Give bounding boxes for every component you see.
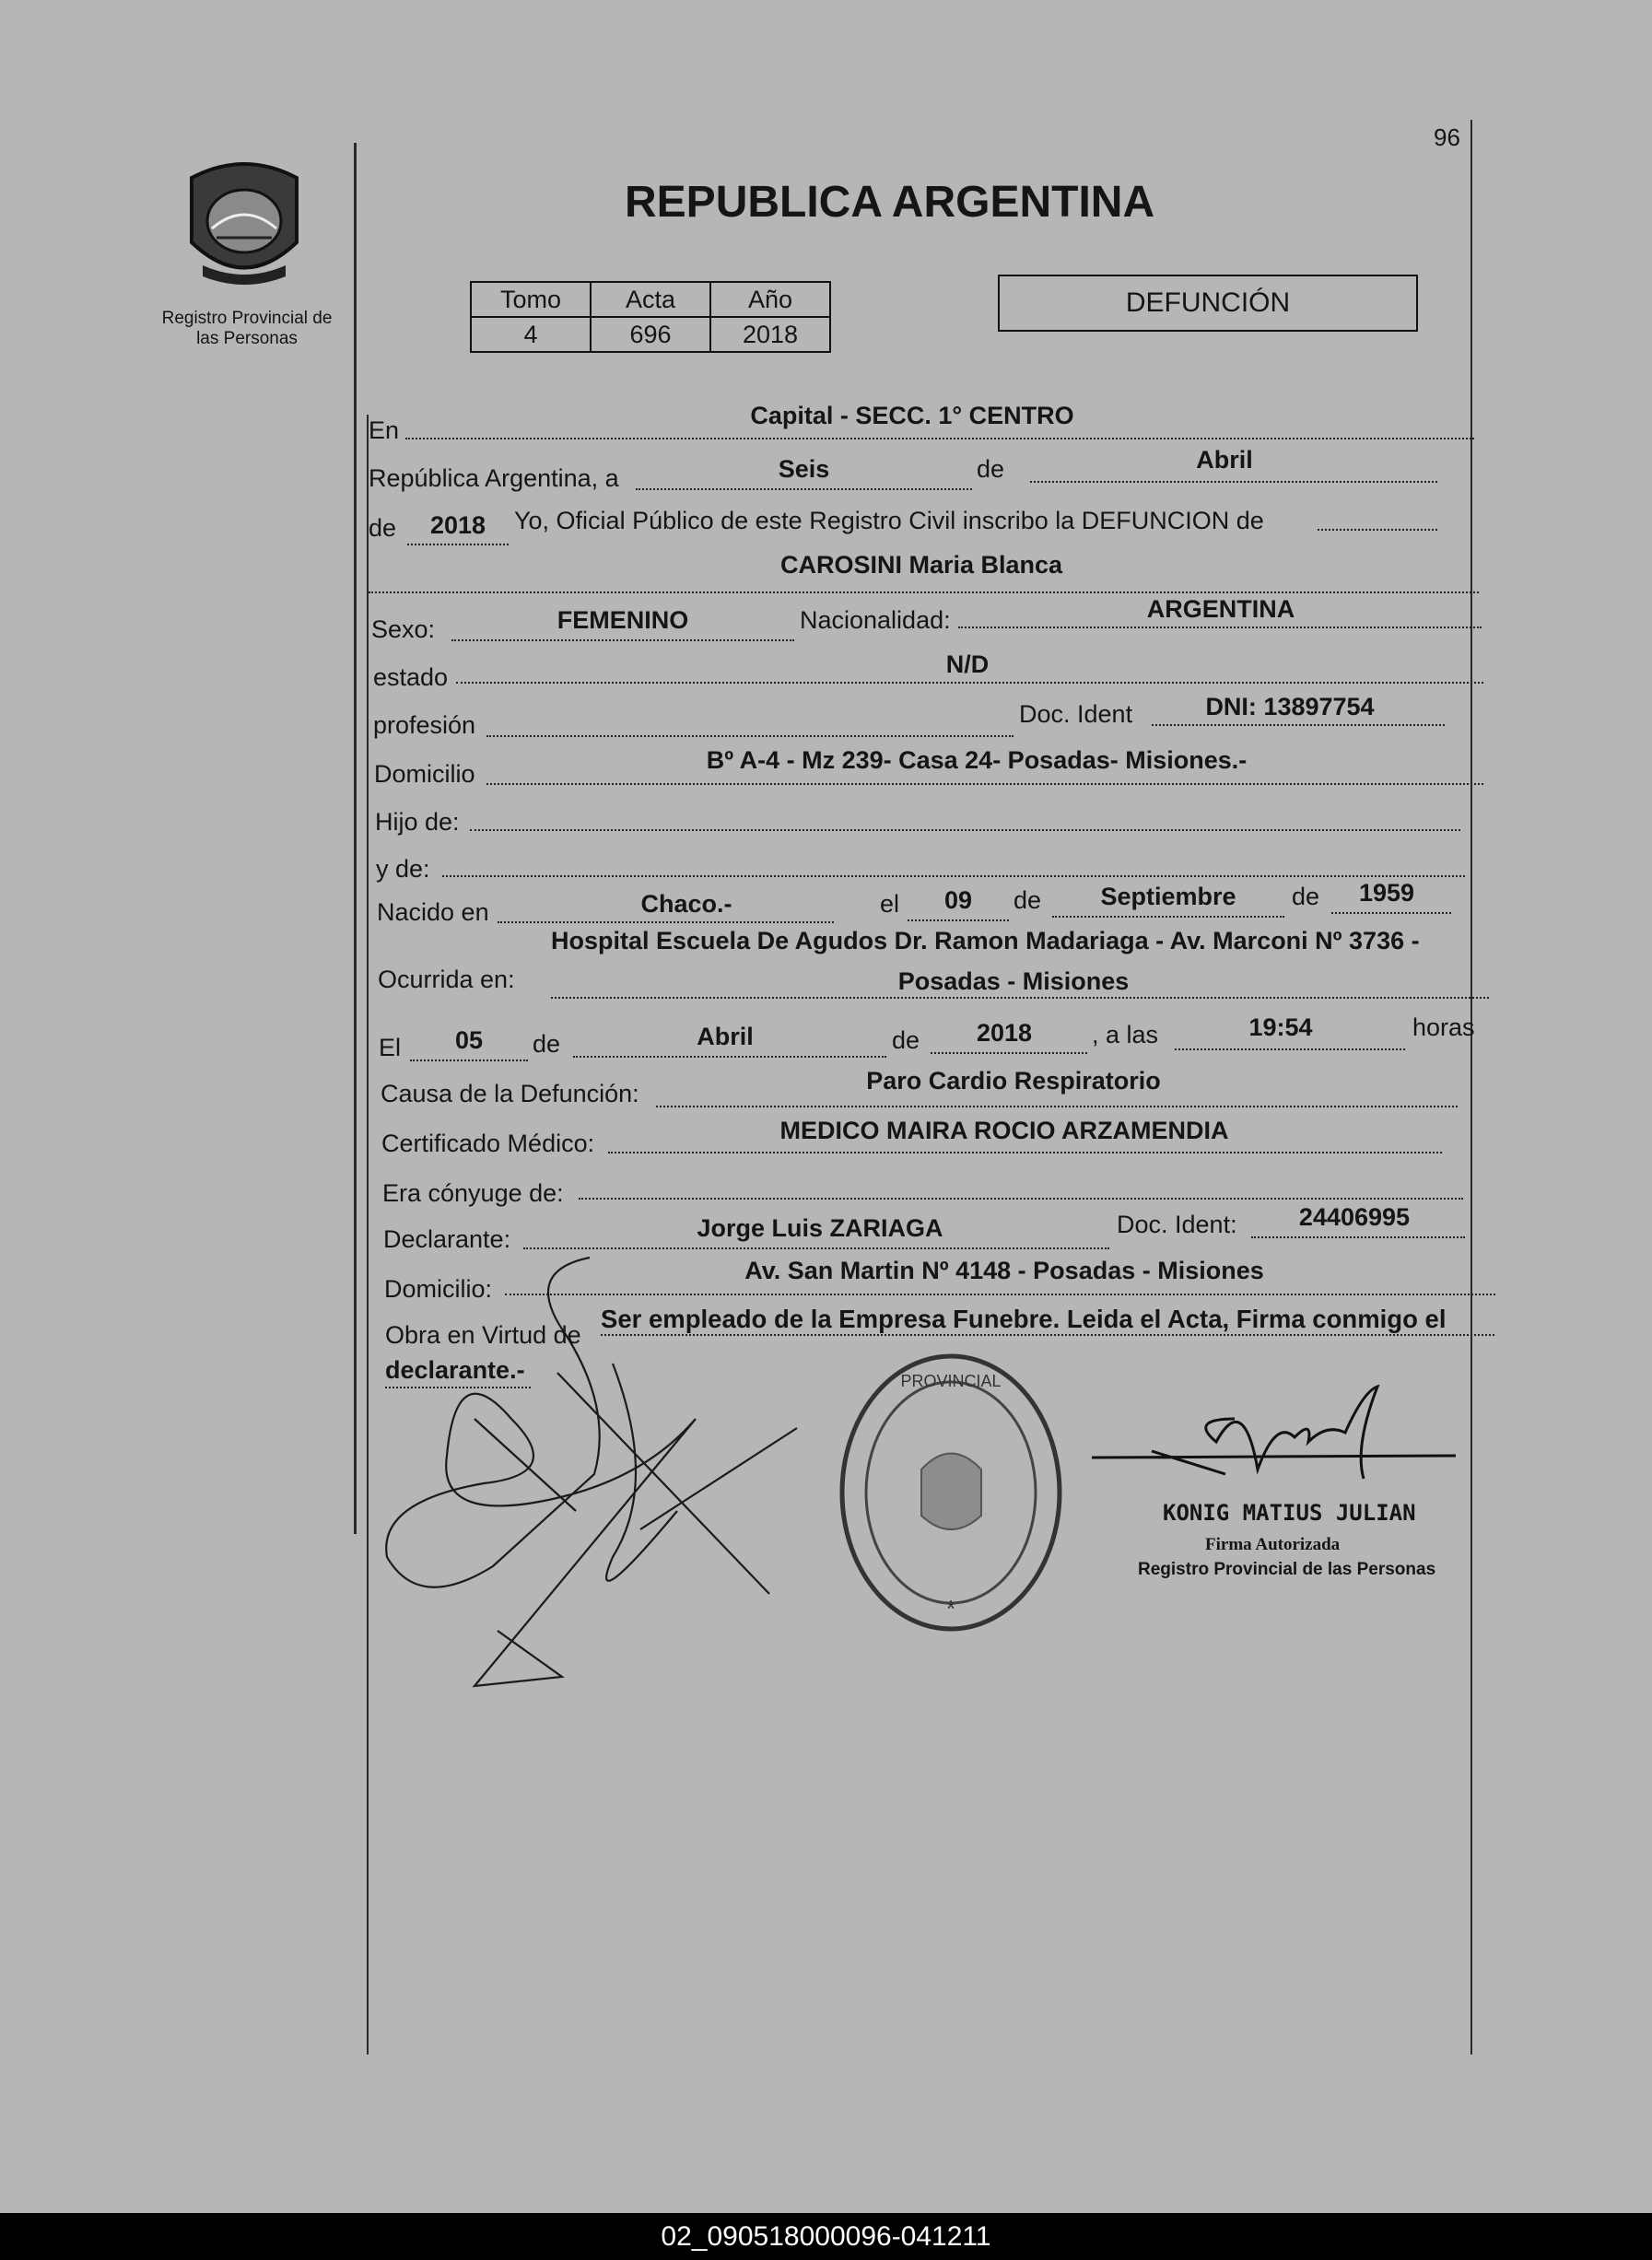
doc-ident-label: Doc. Ident bbox=[1019, 700, 1133, 728]
death-year: 2018 bbox=[976, 1019, 1033, 1047]
nacido-label: Nacido en bbox=[377, 898, 489, 926]
a-las-label: , a las bbox=[1092, 1021, 1159, 1048]
month-value: Abril bbox=[1196, 446, 1253, 474]
hijo-line bbox=[470, 829, 1460, 831]
causa-value: Paro Cardio Respiratorio bbox=[866, 1067, 1161, 1095]
decl-doc-value: 24406995 bbox=[1298, 1203, 1411, 1231]
decl-domicilio-value: Av. San Martin Nº 4148 - Posadas - Misiones bbox=[744, 1257, 1264, 1284]
ocurrida-line bbox=[551, 997, 1489, 999]
day-line bbox=[636, 488, 972, 490]
record-table bbox=[470, 281, 831, 353]
certificado-label: Certificado Médico: bbox=[381, 1130, 595, 1157]
official-role: Firma Autorizada bbox=[1205, 1535, 1341, 1554]
doc-ident-line bbox=[1152, 724, 1445, 726]
death-day: 05 bbox=[454, 1026, 484, 1054]
death-year-line bbox=[931, 1052, 1087, 1054]
certificado-line bbox=[608, 1152, 1442, 1153]
ocurrida-line1: Hospital Escuela De Agudos Dr. Ramon Madariaga - Av. Marconi Nº 3736 - bbox=[551, 927, 1420, 954]
nacionalidad-value: ARGENTINA bbox=[1146, 595, 1295, 623]
en-value: Capital - SECC. 1° CENTRO bbox=[750, 402, 1074, 429]
document-title: REPUBLICA ARGENTINA bbox=[625, 178, 1155, 227]
official-name: KONIG MATIUS JULIAN bbox=[1163, 1500, 1416, 1526]
footer-code: 02_090518000096-041211 bbox=[0, 2213, 1652, 2260]
record-table-header-row bbox=[471, 282, 830, 317]
de-year-label: de bbox=[369, 514, 397, 542]
deceased-name: CAROSINI Maria Blanca bbox=[779, 551, 1063, 579]
profesion-line bbox=[486, 735, 1013, 737]
estado-value: N/D bbox=[945, 650, 990, 678]
decl-domicilio-label: Domicilio: bbox=[384, 1275, 493, 1303]
page-number: 96 bbox=[1434, 123, 1460, 151]
birth-day-line bbox=[908, 919, 1009, 921]
de-label-3: de bbox=[1292, 883, 1320, 910]
conyuge-label: Era cónyuge de: bbox=[382, 1179, 564, 1207]
nacionalidad-label: Nacionalidad: bbox=[800, 606, 951, 634]
ocurrida-label: Ocurrida en: bbox=[378, 966, 515, 993]
el2-label: El bbox=[379, 1034, 402, 1061]
name-line bbox=[369, 591, 1479, 593]
form-left-rule bbox=[367, 415, 369, 2055]
record-type-box: DEFUNCIÓN bbox=[998, 275, 1418, 332]
record-table-cell: 696 bbox=[591, 317, 710, 352]
obra-value: Ser empleado de la Empresa Funebre. Leida el Acta, Firma conmigo el bbox=[601, 1305, 1447, 1333]
year-line bbox=[407, 544, 509, 545]
estado-line bbox=[456, 682, 1483, 684]
birth-month-line bbox=[1052, 916, 1284, 918]
death-time-line bbox=[1175, 1048, 1405, 1050]
declarante-label: Declarante: bbox=[383, 1225, 511, 1253]
left-margin-rule bbox=[354, 143, 357, 1534]
estado-label: estado bbox=[373, 663, 449, 691]
hijo-label: Hijo de: bbox=[375, 808, 460, 836]
decl-doc-label: Doc. Ident: bbox=[1117, 1211, 1237, 1238]
de-label-2: de bbox=[1013, 886, 1042, 914]
nacido-place-line bbox=[498, 921, 834, 923]
death-time: 19:54 bbox=[1248, 1013, 1313, 1041]
nacionalidad-line bbox=[958, 626, 1482, 628]
death-month-line bbox=[573, 1056, 886, 1058]
province-seal-icon bbox=[175, 155, 313, 293]
causa-label: Causa de la Defunción: bbox=[381, 1080, 639, 1107]
sexo-label: Sexo: bbox=[371, 615, 436, 643]
svg-text:PROVINCIAL: PROVINCIAL bbox=[900, 1372, 1002, 1390]
doc-ident-value: DNI: 13897754 bbox=[1205, 693, 1375, 720]
month-line bbox=[1030, 481, 1437, 483]
en-line bbox=[405, 438, 1474, 439]
declarant-signature-icon bbox=[382, 1253, 815, 1732]
record-table-header: Tomo bbox=[471, 282, 591, 317]
certificado-value: MEDICO MAIRA ROCIO ARZAMENDIA bbox=[779, 1117, 1229, 1144]
sexo-value: FEMENINO bbox=[557, 606, 689, 634]
registry-name: Registro Provincial de las Personas bbox=[161, 309, 333, 348]
y-de-line bbox=[442, 875, 1465, 877]
domicilio-line bbox=[486, 783, 1483, 785]
birth-day: 09 bbox=[943, 886, 973, 914]
causa-line bbox=[656, 1106, 1458, 1107]
record-table-cell: 4 bbox=[471, 317, 591, 352]
birth-year-line bbox=[1331, 912, 1451, 914]
y-de-label: y de: bbox=[376, 855, 430, 883]
record-table-header: Acta bbox=[591, 282, 710, 317]
obra-value-2: declarante.- bbox=[385, 1356, 525, 1384]
year-value: 2018 bbox=[429, 511, 486, 539]
conyuge-line bbox=[579, 1198, 1463, 1200]
death-day-line bbox=[410, 1060, 528, 1061]
de-label: de bbox=[977, 455, 1005, 483]
official-stamp-icon bbox=[834, 1350, 1069, 1640]
declarante-line bbox=[523, 1247, 1109, 1249]
record-table-header: Año bbox=[710, 282, 830, 317]
declarante-value: Jorge Luis ZARIAGA bbox=[697, 1214, 943, 1242]
obra-label: Obra en Virtud de bbox=[385, 1321, 581, 1349]
record-table-value-row bbox=[471, 317, 830, 352]
birth-year: 1959 bbox=[1358, 879, 1415, 907]
svg-text:*: * bbox=[945, 1595, 956, 1622]
inscription-line bbox=[1318, 529, 1437, 531]
right-margin-rule bbox=[1470, 120, 1472, 2055]
de-label-4: de bbox=[533, 1030, 561, 1058]
death-month: Abril bbox=[697, 1023, 754, 1050]
republica-label: República Argentina, a bbox=[369, 464, 619, 492]
sexo-line bbox=[451, 639, 794, 641]
en-label: En bbox=[369, 416, 400, 444]
el-label: el bbox=[880, 890, 900, 918]
domicilio-value: Bº A-4 - Mz 239- Casa 24- Posadas- Misiones.- bbox=[706, 746, 1248, 774]
record-table-cell: 2018 bbox=[710, 317, 830, 352]
inscription-text: Yo, Oficial Público de este Registro Civil inscribo la DEFUNCION de bbox=[514, 507, 1264, 534]
de-label-5: de bbox=[892, 1026, 920, 1054]
day-word: Seis bbox=[778, 455, 830, 483]
official-signature-icon bbox=[1087, 1382, 1474, 1497]
ocurrida-line2: Posadas - Misiones bbox=[897, 967, 1130, 995]
domicilio-label: Domicilio bbox=[374, 760, 475, 788]
official-institution: Registro Provincial de las Personas bbox=[1138, 1560, 1436, 1579]
birth-month: Septiembre bbox=[1100, 883, 1236, 910]
horas-label: horas bbox=[1412, 1013, 1475, 1041]
profesion-label: profesión bbox=[373, 711, 476, 739]
decl-doc-line bbox=[1251, 1236, 1465, 1238]
nacido-place: Chaco.- bbox=[640, 890, 732, 918]
